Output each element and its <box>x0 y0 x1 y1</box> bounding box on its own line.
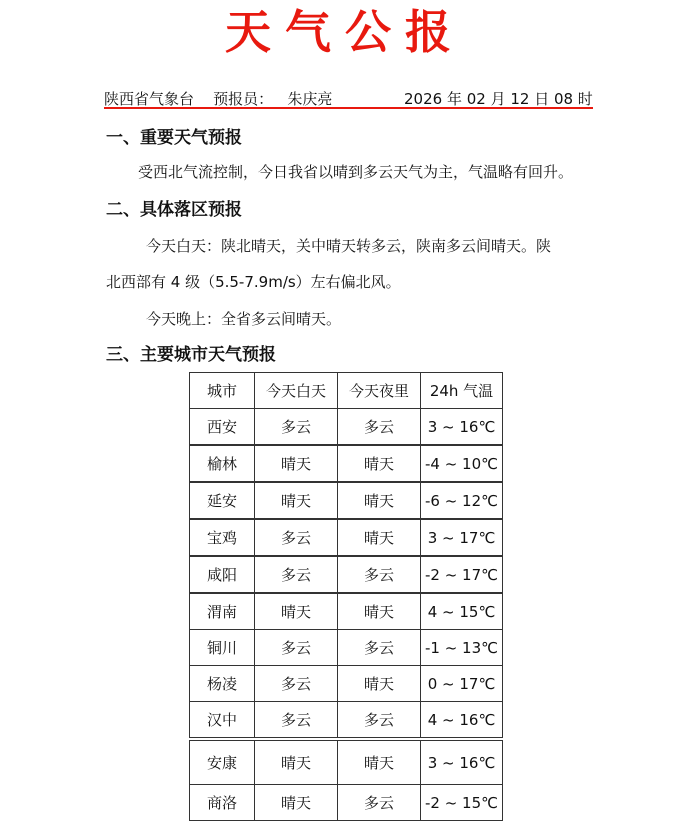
important-weather-text: 受西北气流控制，今日我省以晴到多云天气为主，气温略有回升。 <box>138 163 574 181</box>
day-weather-cell: 晴天 <box>255 445 338 482</box>
col-header-temp: 24h 气温 <box>421 373 503 409</box>
issuer: 陕西省气象台 <box>104 90 195 108</box>
table-row <box>190 593 503 630</box>
table-row <box>190 482 503 519</box>
header-divider <box>104 107 593 109</box>
day-weather-cell: 多云 <box>255 519 338 556</box>
section-heading-cities: 三、主要城市天气预报 <box>106 345 276 365</box>
forecaster-name: 朱庆亮 <box>287 90 333 108</box>
col-header-day: 今天白天 <box>255 373 338 409</box>
city-cell: 渭南 <box>190 593 255 630</box>
city-cell: 延安 <box>190 482 255 519</box>
temperature-cell: -2 ~ 15℃ <box>421 785 503 821</box>
table-row <box>190 445 503 482</box>
temperature-cell: -2 ~ 17℃ <box>421 556 503 593</box>
daytime-forecast-text-continued: 北西部有 4 级（5.5-7.9m/s）左右偏北风。 <box>106 273 401 291</box>
city-cell: 西安 <box>190 409 255 446</box>
city-cell: 榆林 <box>190 445 255 482</box>
temperature-cell: 4 ~ 15℃ <box>421 593 503 630</box>
city-cell: 汉中 <box>190 702 255 740</box>
issue-date: 2026 年 02 月 12 日 08 时 <box>404 90 593 108</box>
night-weather-cell: 晴天 <box>338 666 421 702</box>
temperature-cell: 3 ~ 16℃ <box>421 409 503 446</box>
night-weather-cell: 多云 <box>338 556 421 593</box>
temperature-cell: 3 ~ 17℃ <box>421 519 503 556</box>
city-forecast-table <box>189 372 503 821</box>
section-heading-areas: 二、具体落区预报 <box>106 200 242 220</box>
night-weather-cell: 晴天 <box>338 445 421 482</box>
table-row <box>190 702 503 740</box>
day-weather-cell: 晴天 <box>255 739 338 785</box>
day-weather-cell: 多云 <box>255 666 338 702</box>
table-row <box>190 739 503 785</box>
day-weather-cell: 晴天 <box>255 482 338 519</box>
temperature-cell: 4 ~ 16℃ <box>421 702 503 740</box>
table-row <box>190 556 503 593</box>
day-weather-cell: 晴天 <box>255 593 338 630</box>
table-header-row <box>190 373 503 409</box>
section-heading-important: 一、重要天气预报 <box>106 128 242 148</box>
bulletin-title: 天气公报 <box>225 5 465 59</box>
night-weather-cell: 晴天 <box>338 482 421 519</box>
temperature-cell: -4 ~ 10℃ <box>421 445 503 482</box>
temperature-cell: 3 ~ 16℃ <box>421 739 503 785</box>
day-weather-cell: 晴天 <box>255 785 338 821</box>
table-row <box>190 409 503 446</box>
city-cell: 铜川 <box>190 630 255 666</box>
night-weather-cell: 晴天 <box>338 519 421 556</box>
day-weather-cell: 多云 <box>255 556 338 593</box>
night-weather-cell: 晴天 <box>338 593 421 630</box>
col-header-city: 城市 <box>190 373 255 409</box>
table-row <box>190 519 503 556</box>
day-weather-cell: 多云 <box>255 630 338 666</box>
night-weather-cell: 多云 <box>338 630 421 666</box>
city-cell: 宝鸡 <box>190 519 255 556</box>
temperature-cell: -1 ~ 13℃ <box>421 630 503 666</box>
table-row <box>190 666 503 702</box>
forecaster-label: 预报员： <box>213 90 274 108</box>
col-header-night: 今天夜里 <box>338 373 421 409</box>
city-cell: 杨凌 <box>190 666 255 702</box>
night-weather-cell: 多云 <box>338 702 421 740</box>
night-forecast-text: 今天晚上：全省多云间晴天。 <box>146 310 342 328</box>
temperature-cell: -6 ~ 12℃ <box>421 482 503 519</box>
temperature-cell: 0 ~ 17℃ <box>421 666 503 702</box>
day-weather-cell: 多云 <box>255 702 338 740</box>
day-weather-cell: 多云 <box>255 409 338 446</box>
city-cell: 咸阳 <box>190 556 255 593</box>
table-row <box>190 630 503 666</box>
night-weather-cell: 多云 <box>338 785 421 821</box>
night-weather-cell: 多云 <box>338 409 421 446</box>
table-row <box>190 785 503 821</box>
city-cell: 商洛 <box>190 785 255 821</box>
daytime-forecast-text: 今天白天：陕北晴天，关中晴天转多云，陕南多云间晴天。陕 <box>146 237 552 255</box>
night-weather-cell: 晴天 <box>338 739 421 785</box>
city-cell: 安康 <box>190 739 255 785</box>
